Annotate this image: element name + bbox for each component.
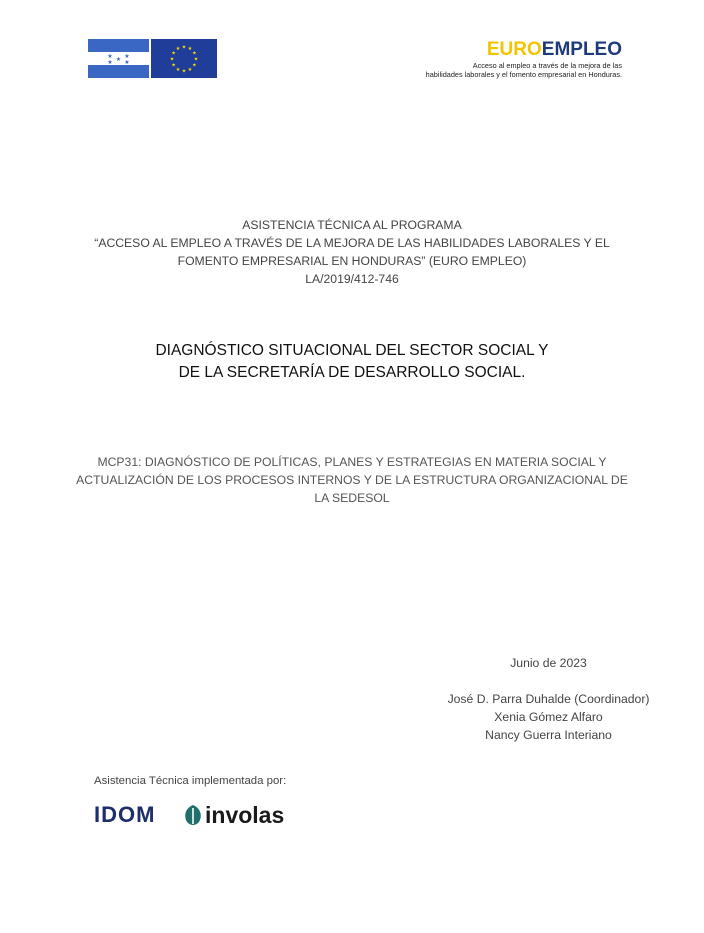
eu-star-icon: ★ bbox=[187, 66, 193, 73]
program-header bbox=[0, 216, 704, 288]
eu-star-icon: ★ bbox=[181, 68, 187, 75]
tagline-line-1: Acceso al empleo a través de la mejora de las bbox=[472, 61, 622, 70]
title-line-2: DE LA SECRETARÍA DE DESARROLLO SOCIAL. bbox=[178, 364, 526, 381]
euroempleo-wordmark bbox=[426, 40, 622, 60]
eu-star-icon: ★ bbox=[192, 50, 197, 57]
document-date: Junio de 2023 bbox=[510, 656, 587, 670]
svg-text:★: ★ bbox=[115, 56, 122, 63]
eu-star-icon: ★ bbox=[193, 56, 199, 63]
svg-text:★: ★ bbox=[124, 53, 130, 60]
subtitle-line-3: LA SEDESOL bbox=[314, 491, 390, 505]
authors-list bbox=[380, 690, 704, 744]
honduras-flag-icon bbox=[88, 39, 149, 78]
involas-wordmark: involas bbox=[205, 802, 285, 828]
program-code: LA/2019/412-746 bbox=[305, 272, 399, 286]
svg-text:★: ★ bbox=[107, 53, 113, 60]
idom-logo: IDOM bbox=[94, 802, 156, 827]
euro-part: EURO bbox=[486, 39, 542, 60]
program-line-3: FOMENTO EMPRESARIAL EN HONDURAS” (EURO EMPLEO) bbox=[177, 254, 527, 268]
eu-star-icon: ★ bbox=[187, 46, 193, 53]
program-line-1: ASISTENCIA TÉCNICA AL PROGRAMA bbox=[242, 218, 462, 232]
document-title bbox=[0, 340, 704, 384]
eu-star-icon: ★ bbox=[192, 62, 197, 69]
author-name: Nancy Guerra Interiano bbox=[485, 728, 612, 742]
empleo-part: EMPLEO bbox=[541, 39, 622, 60]
euroempleo-logo bbox=[426, 40, 622, 79]
svg-text:★: ★ bbox=[107, 59, 113, 66]
title-line-1: DIAGNÓSTICO SITUACIONAL DEL SECTOR SOCIAL Y bbox=[155, 342, 549, 359]
involas-leaf-icon bbox=[183, 804, 203, 826]
eu-star-icon: ★ bbox=[171, 50, 176, 57]
eu-star-icon: ★ bbox=[175, 66, 181, 73]
tagline-line-2: habilidades laborales y el fomento empresarial en Honduras. bbox=[425, 70, 622, 79]
document-subtitle bbox=[0, 453, 704, 507]
subtitle-line-1: MCP31: DIAGNÓSTICO DE POLÍTICAS, PLANES Y ESTRATEGIAS EN MATERIA SOCIAL Y bbox=[97, 455, 607, 469]
eu-star-icon: ★ bbox=[175, 46, 181, 53]
involas-logo bbox=[183, 801, 284, 829]
eu-star-icon: ★ bbox=[171, 62, 176, 69]
euroempleo-tagline bbox=[426, 61, 622, 79]
author-name: José D. Parra Duhalde (Coordinador) bbox=[447, 692, 650, 706]
eu-star-icon: ★ bbox=[181, 44, 187, 51]
author-name: Xenia Gómez Alfaro bbox=[494, 710, 603, 724]
subtitle-line-2: ACTUALIZACIÓN DE LOS PROCESOS INTERNOS Y DE LA ESTRUCTURA ORGANIZACIONAL DE bbox=[76, 473, 628, 487]
implemented-by-label: Asistencia Técnica implementada por: bbox=[94, 775, 287, 787]
eu-flag-icon bbox=[151, 39, 217, 78]
svg-text:★: ★ bbox=[124, 59, 130, 66]
program-line-2: “ACCESO AL EMPLEO A TRAVÉS DE LA MEJORA DE LAS HABILIDADES LABORALES Y EL bbox=[94, 236, 610, 250]
eu-star-icon: ★ bbox=[169, 56, 175, 63]
